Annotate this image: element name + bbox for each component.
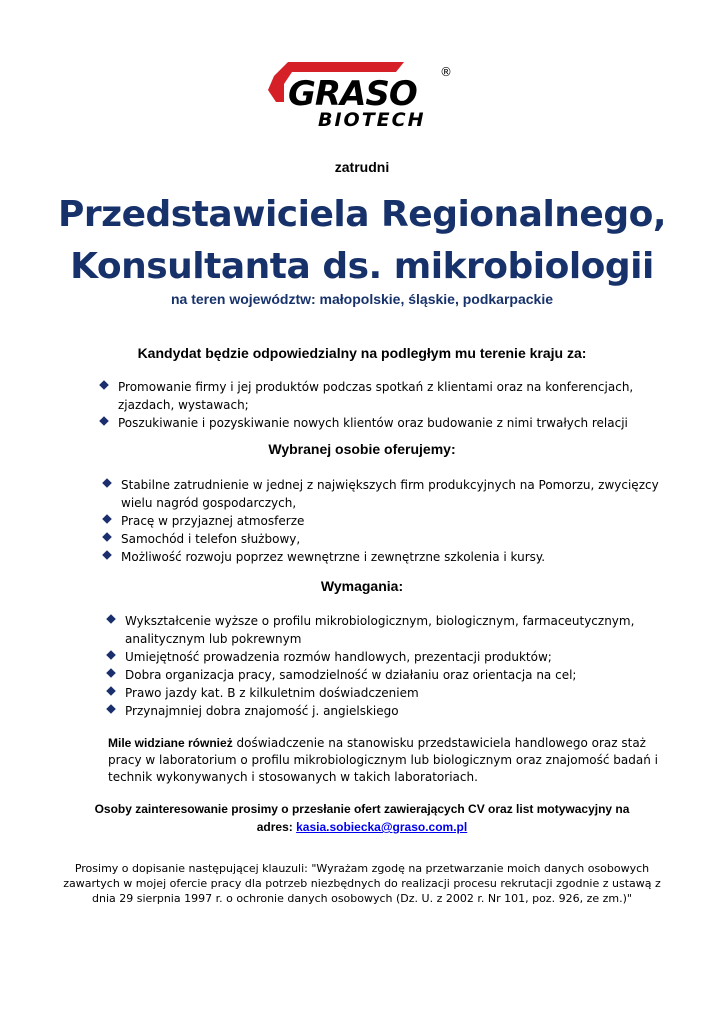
offer-list <box>103 476 703 566</box>
list-item: Możliwość rozwoju poprzez wewnętrzne i zewnętrzne szkolenia i kursy. <box>103 548 703 566</box>
apply-paragraph: Osoby zainteresowanie prosimy o przesłanie ofert zawierających CV oraz list motywacyjny na adres: kasia.sobiecka@graso.com.pl <box>94 802 630 834</box>
bullet-icon <box>102 550 112 560</box>
list-item: Pracę w przyjaznej atmosferze <box>103 512 703 530</box>
logo-registered: ® <box>440 65 452 79</box>
gdpr-clause: Prosimy o dopisanie następującej klauzuli: "Wyrażam zgodę na przetwarzanie moich danych osobowych zawartych w mojej ofercie pracy dla potrzeb niezbędnych do realizacji procesu rekrutacji zgodnie z ustawą z dnia 29 sierpnia 1997 r. o ochronie danych osobowych (Dz. U. z 2002 r. Nr 101, poz. 926, ze zm.)" <box>63 862 661 905</box>
job-title-line-1: Przedstawiciela Regionalnego, <box>57 194 667 235</box>
bullet-icon <box>106 650 116 660</box>
list-item: Promowanie firmy i jej produktów podczas spotkań z klientami oraz na konferencjach, zjazdach, wystawach; <box>100 378 700 414</box>
job-title <box>0 189 724 293</box>
offer-heading: Wybranej osobie oferujemy: <box>268 441 456 457</box>
region-line: na teren województw: małopolskie, śląskie, podkarpackie <box>170 291 553 307</box>
bullet-icon <box>106 614 116 624</box>
requirements-list <box>107 612 707 720</box>
hire-label: zatrudni <box>334 159 390 175</box>
email-link[interactable]: kasia.sobiecka@graso.com.pl <box>296 820 468 834</box>
list-item: Umiejętność prowadzenia rozmów handlowych, prezentacji produktów; <box>107 648 707 666</box>
duties-list <box>100 378 700 432</box>
list-item: Wykształcenie wyższe o profilu mikrobiologicznym, biologicznym, farmaceutycznym, analitycznym lub pokrewnym <box>107 612 707 648</box>
list-item: Przynajmniej dobra znajomość j. angielskiego <box>107 702 707 720</box>
bullet-icon <box>102 478 112 488</box>
requirements-heading: Wymagania: <box>320 578 404 594</box>
bullet-icon <box>106 686 116 696</box>
welcome-paragraph: Mile widziane również doświadczenie na stanowisku przedstawiciela handlowego oraz staż pracy w laboratorium o profilu mikrobiologicznym lub biologicznym oraz znajomość badań i technik wykonywanych i stosowanych w takich laboratoriach. <box>108 736 658 784</box>
duties-heading: Kandydat będzie odpowiedzialny na podległym mu terenie kraju za: <box>137 345 587 361</box>
list-item: Poszukiwanie i pozyskiwanie nowych klientów oraz budowanie z nimi trwałych relacji <box>100 414 700 432</box>
list-item: Samochód i telefon służbowy, <box>103 530 703 548</box>
bullet-icon <box>102 514 112 524</box>
welcome-bold: Mile widziane również <box>108 736 233 750</box>
bullet-icon <box>102 532 112 542</box>
list-item: Stabilne zatrudnienie w jednej z największych firm produkcyjnych na Pomorzu, zwycięzcy wielu nagród gospodarczych, <box>103 476 703 512</box>
bullet-icon <box>106 704 116 714</box>
list-item: Dobra organizacja pracy, samodzielność w działaniu oraz orientacja na cel; <box>107 666 707 684</box>
graso-logo <box>266 58 456 130</box>
job-title-line-2: Konsultanta ds. mikrobiologii <box>70 246 654 287</box>
bullet-icon <box>99 416 109 426</box>
bullet-icon <box>106 668 116 678</box>
bullet-icon <box>99 380 109 390</box>
logo-subtitle: BIOTECH <box>318 109 426 130</box>
logo-name: GRASO <box>288 74 417 114</box>
list-item: Prawo jazdy kat. B z kilkuletnim doświadczeniem <box>107 684 707 702</box>
